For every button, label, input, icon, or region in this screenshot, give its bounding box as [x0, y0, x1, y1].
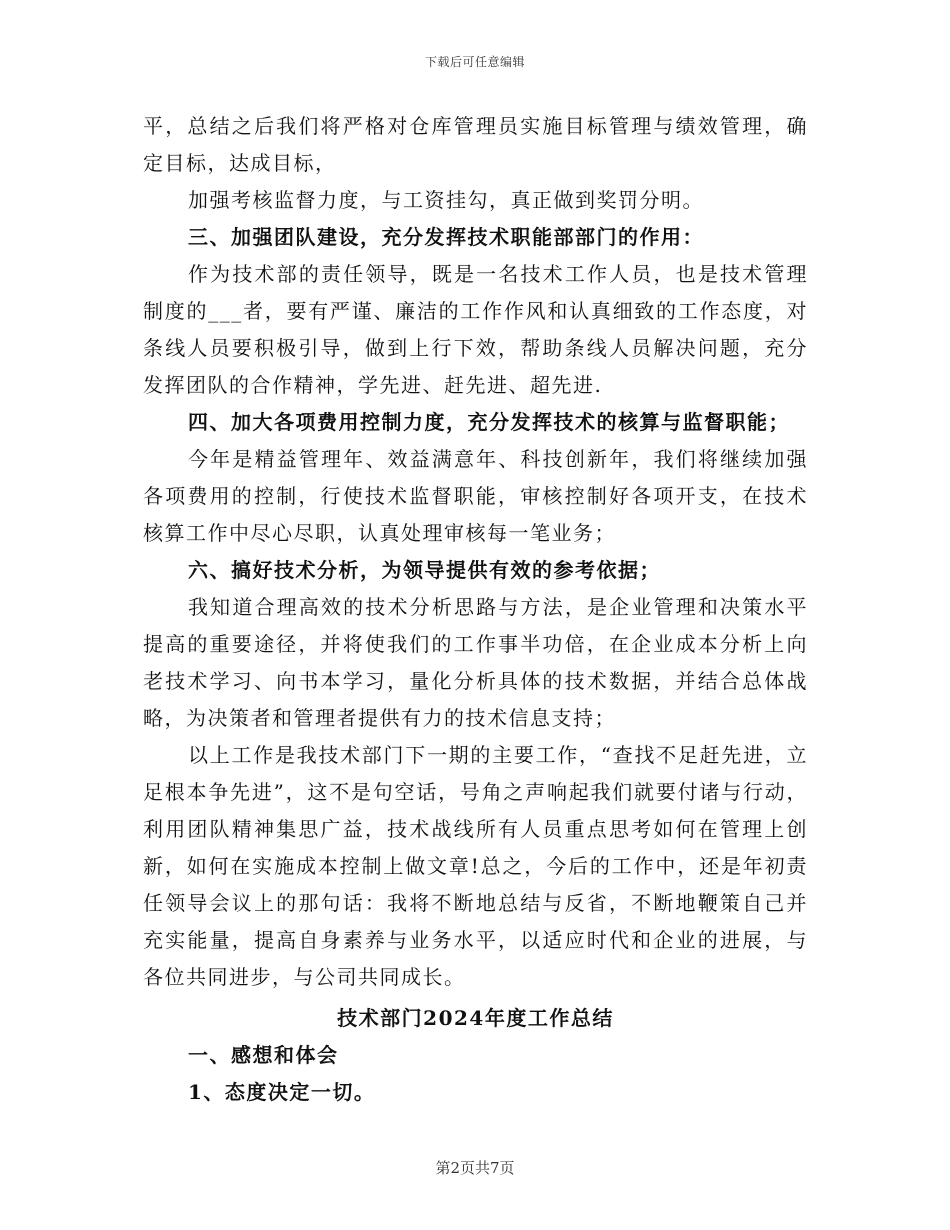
document-title: 技术部门2024年度工作总结	[337, 1006, 614, 1030]
subheading-attitude: 1、态度决定一切。	[188, 1080, 376, 1104]
page-header: 下载后可任意编辑	[424, 55, 525, 69]
paragraph-analysis: 我知道合理高效的技术分析思路与方法，是企业管理和决策水平提高的重要途径，并将使我们的工作事半功倍，在企业成本分析上向老技术学习、向书本学习，量化分析具体的技术数据，并结合总体战略，为决策者和管理者提供有力的技术信息支持；	[143, 595, 808, 730]
section-heading-cost-control: 四、加大各项费用控制力度，充分发挥技术的核算与监督职能；	[188, 410, 790, 434]
section-heading-analysis: 六、搞好技术分析，为领导提供有效的参考依据；	[188, 558, 661, 582]
section-heading-team: 三、加强团队建设，充分发挥技术职能部部门的作用：	[188, 225, 704, 249]
paragraph-team: 作为技术部的责任领导，既是一名技术工作人员，也是技术管理制度的___者，要有严谨、廉洁的工作作风和认真细致的工作态度，对条线人员要积极引导，做到上行下效，帮助条线人员解决问题，充分发挥团队的合作精神，学先进、赶先进、超先进.	[143, 262, 808, 397]
paragraph-conclusion: 以上工作是我技术部门下一期的主要工作，“查找不足赶先进，立足根本争先进”，这不是句空话，号角之声响起我们就要付诸与行动，利用团队精神集思广益，技术战线所有人员重点思考如何在管理上创新，如何在实施成本控制上做文章!总之，今后的工作中，还是年初责任领导会议上的那句话：我将不断地总结与反省，不断地鞭策自己并充实能量，提高自身素养与业务水平，以适应时代和企业的进展，与各位共同进步，与公司共同成长。	[143, 743, 808, 989]
page-footer: 第2页共7页	[435, 1159, 515, 1177]
document-body	[143, 108, 808, 1111]
paragraph-cost-control: 今年是精益管理年、效益满意年、科技创新年，我们将继续加强各项费用的控制，行使技术监督职能，审核控制好各项开支，在技术核算工作中尽心尽职，认真处理审核每一笔业务；	[143, 447, 808, 545]
paragraph-assessment: 加强考核监督力度，与工资挂勾，真正做到奖罚分明。	[188, 188, 704, 212]
paragraph-continuation: 平，总结之后我们将严格对仓库管理员实施目标管理与绩效管理，确定目标，达成目标，	[143, 114, 808, 175]
section-heading-reflections: 一、感想和体会	[188, 1043, 339, 1067]
